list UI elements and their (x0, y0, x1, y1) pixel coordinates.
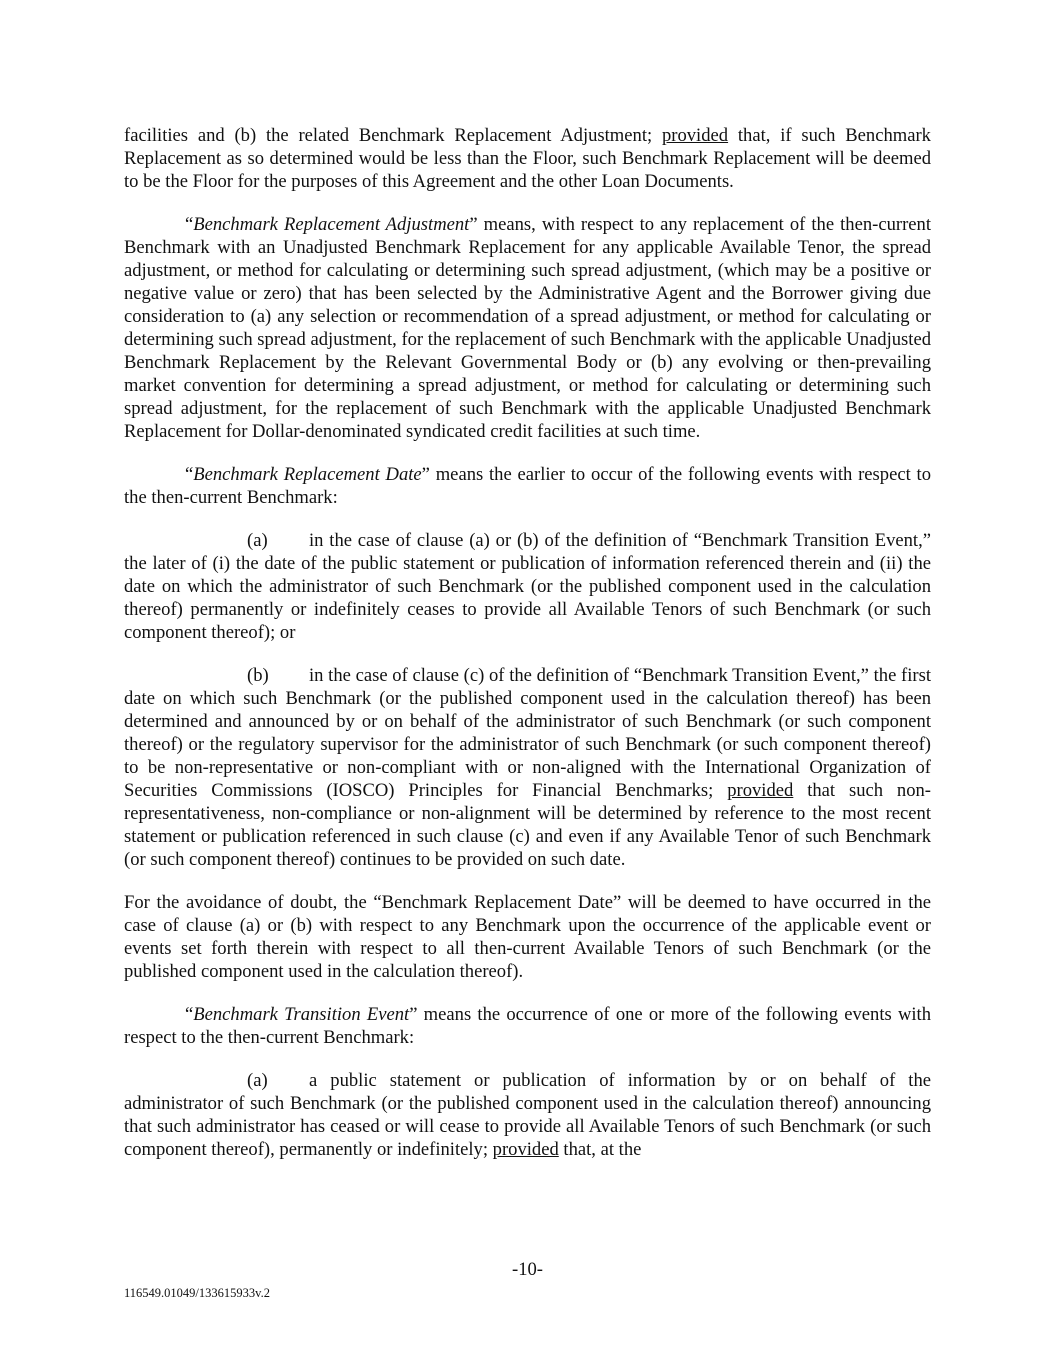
clause-text: in the case of clause (c) of the definition of “Benchmark Transition Event,” the first date on which such Benchmark (or the published component used in the calculation thereof) has been determined and announced by or on behalf of the administrator of such Benchmark (or such component thereof) or the regulatory supervisor for the administrator of such Benchmark (or such component thereof) to be non-representative or non-compliant with or non-aligned with the International Organization of Securities Commissions (IOSCO) Principles for Financial Benchmarks; (124, 665, 931, 801)
paragraph-text: facilities and (b) the related Benchmark Replacement Adjustment; (124, 125, 662, 146)
open-quote: “ (185, 464, 194, 485)
paragraph-text: that, if such Benchmark Replacement as so determined would be less than the Floor, such Benchmark Replacement will be deemed to be the Floor for the purposes of this Agreement and the other Loan Documents. (124, 125, 931, 192)
open-quote: “ (185, 1004, 194, 1025)
close-quote: ” (469, 214, 478, 235)
definition-text: means the earlier to occur of the following events with respect to the then-current Benchmark: (124, 464, 931, 508)
date-clause-b (124, 664, 931, 871)
document-body (124, 124, 931, 1181)
definition-benchmark-replacement-adjustment (124, 213, 931, 443)
document-id: 116549.01049/133615933v.2 (124, 1286, 270, 1300)
definition-text: means the occurrence of one or more of the following events with respect to the then-current Benchmark: (124, 1004, 931, 1048)
clause-text: that, at the (558, 1139, 642, 1160)
date-clause-a (124, 529, 931, 644)
clause-text: that such non-representativeness, non-compliance or non-alignment will be determined by reference to the most recent statement or publication referenced in such clause (c) and even if any Available Tenor of such Benchmark (or such component thereof) continues to be provided on such date. (124, 780, 931, 870)
defined-term: Benchmark Transition Event (193, 1004, 410, 1025)
clause-label: (a) (247, 1070, 268, 1091)
definition-benchmark-replacement-date (124, 463, 931, 509)
clause-label: (b) (247, 665, 269, 686)
defined-term: Benchmark Replacement Adjustment (193, 214, 470, 235)
definition-benchmark-transition-event (124, 1003, 931, 1049)
clause-label: (a) (247, 530, 268, 551)
defined-term: Benchmark Replacement Date (193, 464, 422, 485)
paragraph-benchmark-replacement-continued (124, 124, 931, 193)
close-quote: ” (421, 464, 430, 485)
provided-underlined: provided (661, 125, 729, 146)
definition-text: means, with respect to any replacement of the then-current Benchmark with an Unadjusted Benchmark Replacement for any applicable Available Tenor, the spread adjustment, or method for calculating or determining such spread adjustment, (which may be a positive or negative value or zero) that has been selected by the Administrative Agent and the Borrower giving due consideration to (a) any selection or recommendation of a spread adjustment, or method for calculating or determining such spread adjustment, for the replacement of such Benchmark with the applicable Unadjusted Benchmark Replacement by the Relevant Governmental Body or (b) any evolving or then-prevailing market convention for determining a spread adjustment, or method for calculating or determining such spread adjustment, for the replacement of such Benchmark with the applicable Unadjusted Benchmark Replacement for Dollar-denominated syndicated credit facilities at such time. (124, 214, 931, 442)
page-number: -10- (512, 1259, 543, 1280)
close-quote: ” (409, 1004, 418, 1025)
clause-text: a public statement or publication of information by or on behalf of the administrator of such Benchmark (or the published component used in the calculation thereof) announcing that such administrator has ceased or will cease to provide all Available Tenors of such Benchmark (or such component thereof), permanently or indefinitely; (124, 1070, 931, 1160)
open-quote: “ (185, 214, 194, 235)
transition-clause-a (124, 1069, 931, 1161)
provided-underlined: provided (492, 1139, 559, 1160)
clause-text: in the case of clause (a) or (b) of the definition of “Benchmark Transition Event,” the later of (i) the date of the public statement or publication of information referenced therein and (ii) the date on which the administrator of such Benchmark (or the published component used in the calculation thereof) permanently or indefinitely ceases to provide all Available Tenors of such Benchmark (or such component thereof); or (124, 530, 931, 643)
avoidance-of-doubt-paragraph: For the avoidance of doubt, the “Benchmark Replacement Date” will be deemed to have occurred in the case of clause (a) or (b) with respect to any Benchmark upon the occurrence of the applicable event or events set forth therein with respect to all then-current Available Tenors of such Benchmark (or the published component used in the calculation thereof). (124, 892, 931, 982)
provided-underlined: provided (727, 780, 794, 801)
